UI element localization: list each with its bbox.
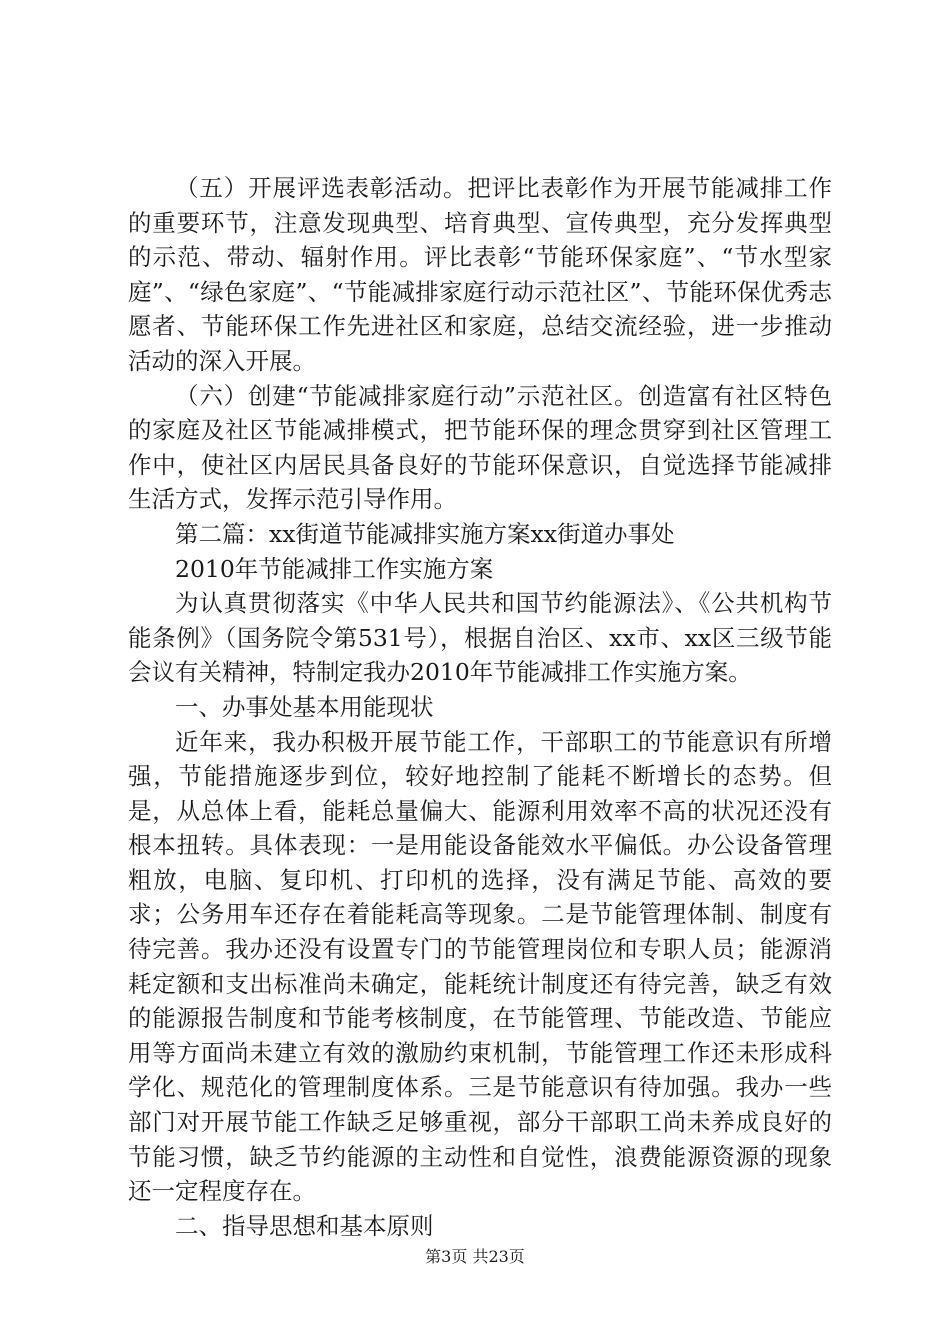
- paragraph-intro: 为认真贯彻落实《中华人民共和国节约能源法》、《公共机构节能条例》（国务院令第531号），根据自治区、xx市、xx区三级节能会议有关精神，特制定我办2010年节能减排工作实施方案。: [128, 589, 832, 687]
- heading-guiding-principles: 二、指导思想和基本原则: [175, 1211, 434, 1240]
- heading-current-status: 一、办事处基本用能现状: [175, 692, 434, 721]
- paragraph-five: （五）开展评选表彰活动。把评比表彰作为开展节能减排工作的重要环节，注意发现典型、培育典型、宣传典型，充分发挥典型的示范、带动、辐射作用。评比表彰“节能环保家庭”、“节水型家庭”、“绿色家庭”、“节能减排家庭行动示范社区”、节能环保优秀志愿者、节能环保工作先进社区和家庭，总结交流经验，进一步推动活动的深入开展。: [128, 174, 832, 375]
- paragraph-current-status: 近年来，我办积极开展节能工作，干部职工的节能意识有所增强，节能措施逐步到位，较好地控制了能耗不断增长的态势。但是，从总体上看，能耗总量偏大、能源利用效率不高的状况还没有根本扭转。具体表现：一是用能设备能效水平偏低。办公设备管理粗放，电脑、复印机、打印机的选择，没有满足节能、高效的要求；公务用车还存在着能耗高等现象。二是节能管理体制、制度有待完善。我办还没有设置专门的节能管理岗位和专职人员；能源消耗定额和支出标准尚未确定，能耗统计制度还有待完善，缺乏有效的能源报告制度和节能考核制度，在节能管理、节能改造、节能应用等方面尚未建立有效的激励约束机制，节能管理工作还未形成科学化、规范化的管理制度体系。三是节能意识有待加强。我办一些部门对开展节能工作缺乏足够重视，部分干部职工尚未养成良好的节能习惯，缺乏节约能源的主动性和自觉性，浪费能源资源的现象还一定程度存在。: [128, 727, 832, 1206]
- section-subtitle-plan: 2010年节能减排工作实施方案: [175, 554, 494, 583]
- paragraph-six: （六）创建“节能减排家庭行动”示范社区。创造富有社区特色的家庭及社区节能减排模式，把节能环保的理念贯穿到社区管理工作中，使社区内居民具备良好的节能环保意识，自觉选择节能减排生活方式，发挥示范引导作用。: [128, 381, 832, 514]
- document-body: [128, 171, 832, 1243]
- page-footer: 第3页 共23页: [425, 1247, 525, 1266]
- section-title-part-two: 第二篇：xx街道节能减排实施方案xx街道办事处: [175, 519, 675, 548]
